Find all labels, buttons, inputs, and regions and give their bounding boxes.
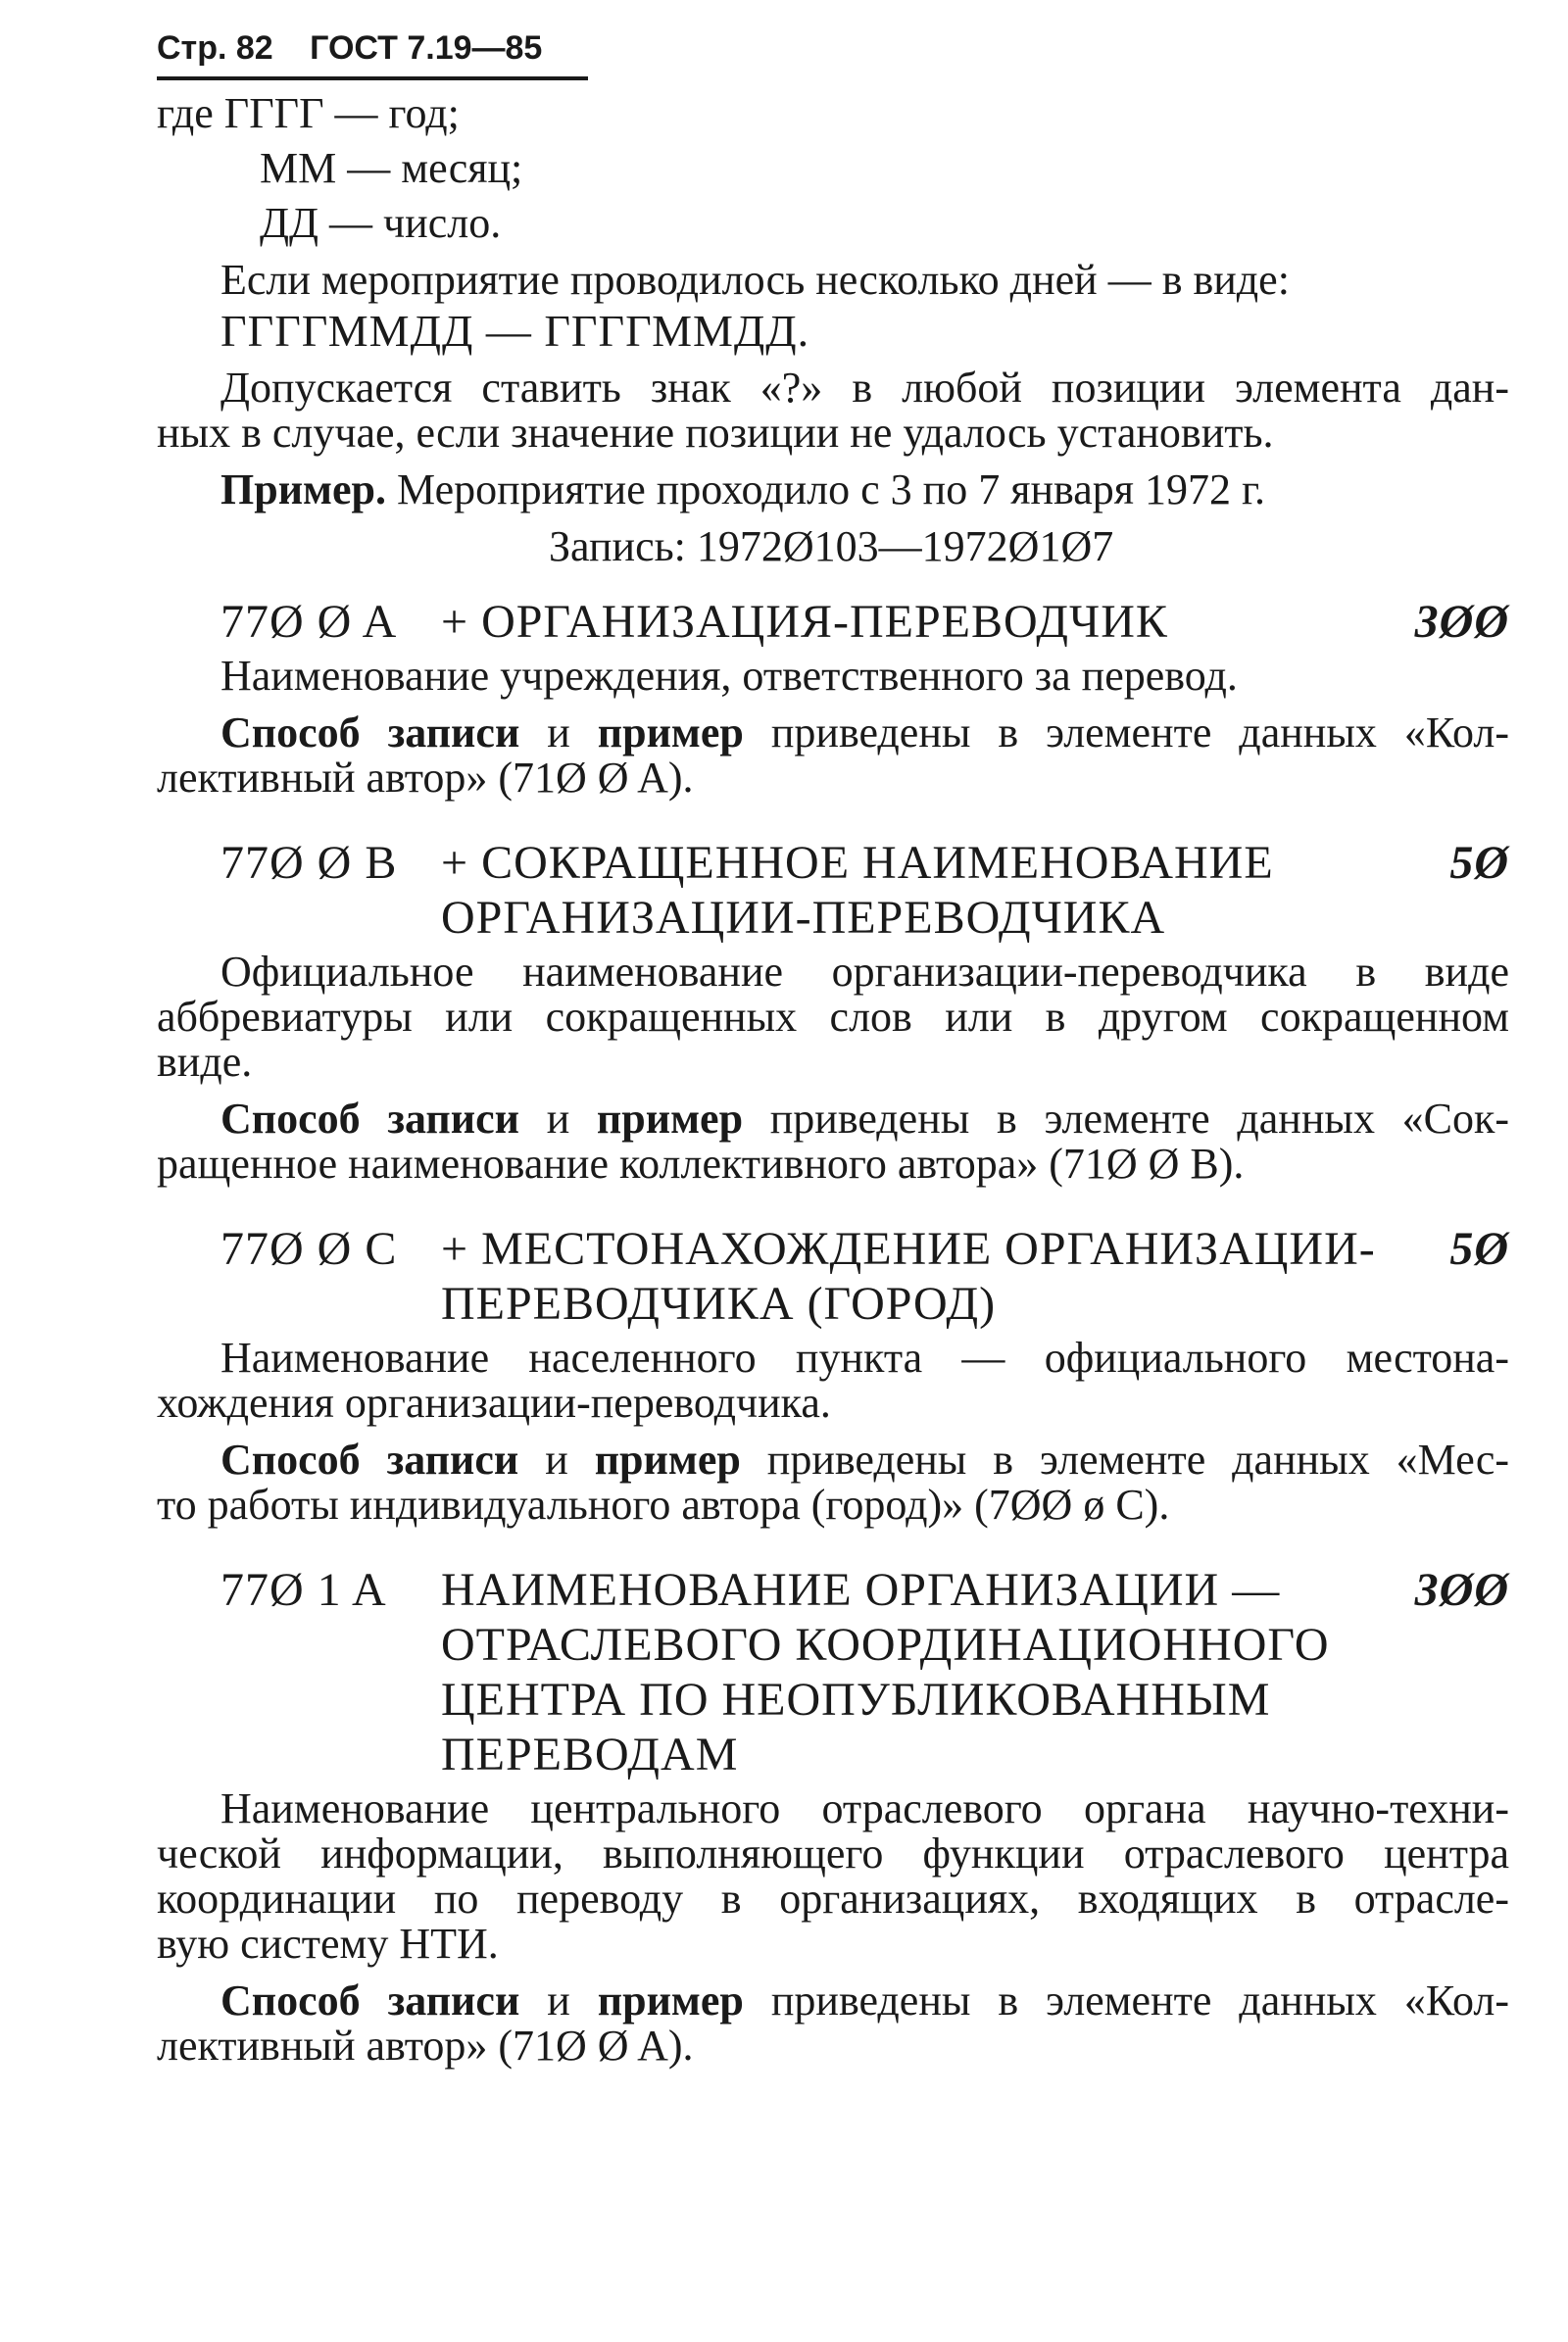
method-and: и — [519, 708, 598, 756]
field-description — [157, 1784, 1509, 1968]
method-line-2: ращенное наименование коллективного автора» (71Ø Ø B). — [157, 1140, 1245, 1188]
field-title-line: ПЕРЕВОДЧИКА (ГОРОД) — [441, 1278, 997, 1330]
multi-day-text: Если мероприятие проводилось несколько дней — в виде: — [220, 256, 1290, 304]
field-tag: 77Ø 1 A — [220, 1564, 387, 1616]
method-line-1 — [157, 1976, 1510, 2025]
month-definition: ММ — месяц; — [260, 144, 523, 192]
field-title-line: ОТРАСЛЕВОГО КООРДИНАЦИОННОГО — [441, 1619, 1330, 1671]
example-label: Пример. — [220, 465, 387, 513]
method-and: и — [519, 1095, 597, 1143]
field-title-line: + СОКРАЩЕННОЕ НАИМЕНОВАНИЕ — [441, 837, 1274, 889]
method-label: Способ записи — [220, 708, 520, 756]
method-text: приведены в элементе данных «Сок- — [743, 1095, 1509, 1143]
method-text: приведены в элементе данных «Мес- — [740, 1436, 1510, 1484]
method-label: Способ записи — [220, 1976, 520, 2025]
field-title-line: + ОРГАНИЗАЦИЯ-ПЕРЕВОДЧИК — [441, 596, 1168, 648]
unknown-value-text-2: ных в случае, если значение позиции не удалось установить. — [157, 409, 1274, 457]
description-line: вую систему НТИ. — [157, 1920, 499, 1968]
multi-day-format: ГГГГММДД — ГГГГММДД. — [220, 306, 810, 356]
method-line-1 — [157, 708, 1510, 756]
field-heading — [157, 598, 1509, 647]
field-section — [157, 1225, 1509, 1527]
field-title-line: ПЕРЕВОДАМ — [441, 1729, 739, 1781]
field-tag: 77Ø Ø C — [220, 1223, 398, 1275]
example-line — [157, 465, 1509, 513]
method-label: Способ записи — [220, 1095, 520, 1143]
running-header — [157, 20, 1509, 82]
field-heading — [157, 1225, 1509, 1329]
example-word: пример — [594, 1436, 741, 1484]
field-title-line: НАИМЕНОВАНИЕ ОРГАНИЗАЦИИ — — [441, 1564, 1281, 1616]
method-line-1 — [157, 1436, 1510, 1484]
field-heading — [157, 1566, 1509, 1780]
description-line: виде. — [157, 1038, 253, 1086]
method-line-2: то работы индивидуального автора (город)» (7ØØ ø C). — [157, 1481, 1170, 1529]
method-and: и — [518, 1436, 595, 1484]
description-line: Наименование учреждения, ответственного за перевод. — [220, 652, 1238, 700]
field-length: 5Ø — [1449, 837, 1509, 889]
unknown-value-text-1: Допускается ставить знак «?» в любой позиции элемента дан- — [220, 364, 1509, 412]
description-line: ческой информации, выполняющего функции отраслевого центра — [157, 1830, 1509, 1878]
date-format-section — [157, 89, 1509, 570]
field-description — [157, 652, 1509, 700]
method-line-1 — [157, 1095, 1509, 1143]
standard-designation: ГОСТ 7.19—85 — [310, 29, 543, 67]
example-record: Запись: 1972Ø103—1972Ø1Ø7 — [549, 522, 1114, 570]
field-title-line: + МЕСТОНАХОЖДЕНИЕ ОРГАНИЗАЦИИ- — [441, 1223, 1376, 1275]
description-line: координации по переводу в организациях, входящих в отрасле- — [157, 1875, 1509, 1923]
description-line: Наименование центрального отраслевого органа научно-техни- — [220, 1784, 1509, 1832]
field-description — [157, 948, 1509, 1086]
field-section — [157, 839, 1509, 1186]
field-section — [157, 1566, 1509, 2068]
example-word: пример — [597, 1976, 744, 2025]
method-text: приведены в элементе данных «Кол- — [743, 708, 1510, 756]
method-line-2: лективный автор» (71Ø Ø A). — [157, 2022, 694, 2070]
example-word: пример — [596, 1095, 744, 1143]
field-section — [157, 598, 1509, 800]
field-tag: 77Ø Ø A — [220, 596, 398, 648]
document-page — [157, 20, 1509, 2068]
day-definition: ДД — число. — [260, 199, 502, 247]
header-rule — [157, 76, 588, 80]
field-length: 3ØØ — [1414, 1564, 1509, 1616]
field-length: 3ØØ — [1414, 596, 1509, 648]
year-definition: где ГГГГ — год; — [157, 89, 460, 137]
description-line: Официальное наименование организации-переводчика в виде — [220, 948, 1509, 996]
description-line: Наименование населенного пункта — официального местона- — [220, 1334, 1509, 1382]
method-line-2: лективный автор» (71Ø Ø A). — [157, 754, 694, 802]
example-text: Мероприятие проходило с 3 по 7 января 1972 г. — [386, 465, 1266, 513]
method-and: и — [519, 1976, 598, 2025]
field-tag: 77Ø Ø B — [220, 837, 398, 889]
page-number: Стр. 82 — [157, 29, 273, 67]
method-label: Способ записи — [220, 1436, 519, 1484]
field-title-line: ОРГАНИЗАЦИИ-ПЕРЕВОДЧИКА — [441, 892, 1166, 944]
field-description — [157, 1334, 1509, 1427]
description-line: хождения организации-переводчика. — [157, 1379, 831, 1427]
field-heading — [157, 839, 1509, 943]
method-text: приведены в элементе данных «Кол- — [743, 1976, 1510, 2025]
field-length: 5Ø — [1449, 1223, 1509, 1275]
description-line: аббревиатуры или сокращенных слов или в другом сокращенном — [157, 993, 1509, 1041]
field-title-line: ЦЕНТРА ПО НЕОПУБЛИКОВАННЫМ — [441, 1674, 1271, 1726]
example-word: пример — [597, 708, 744, 756]
field-list — [157, 598, 1509, 2068]
